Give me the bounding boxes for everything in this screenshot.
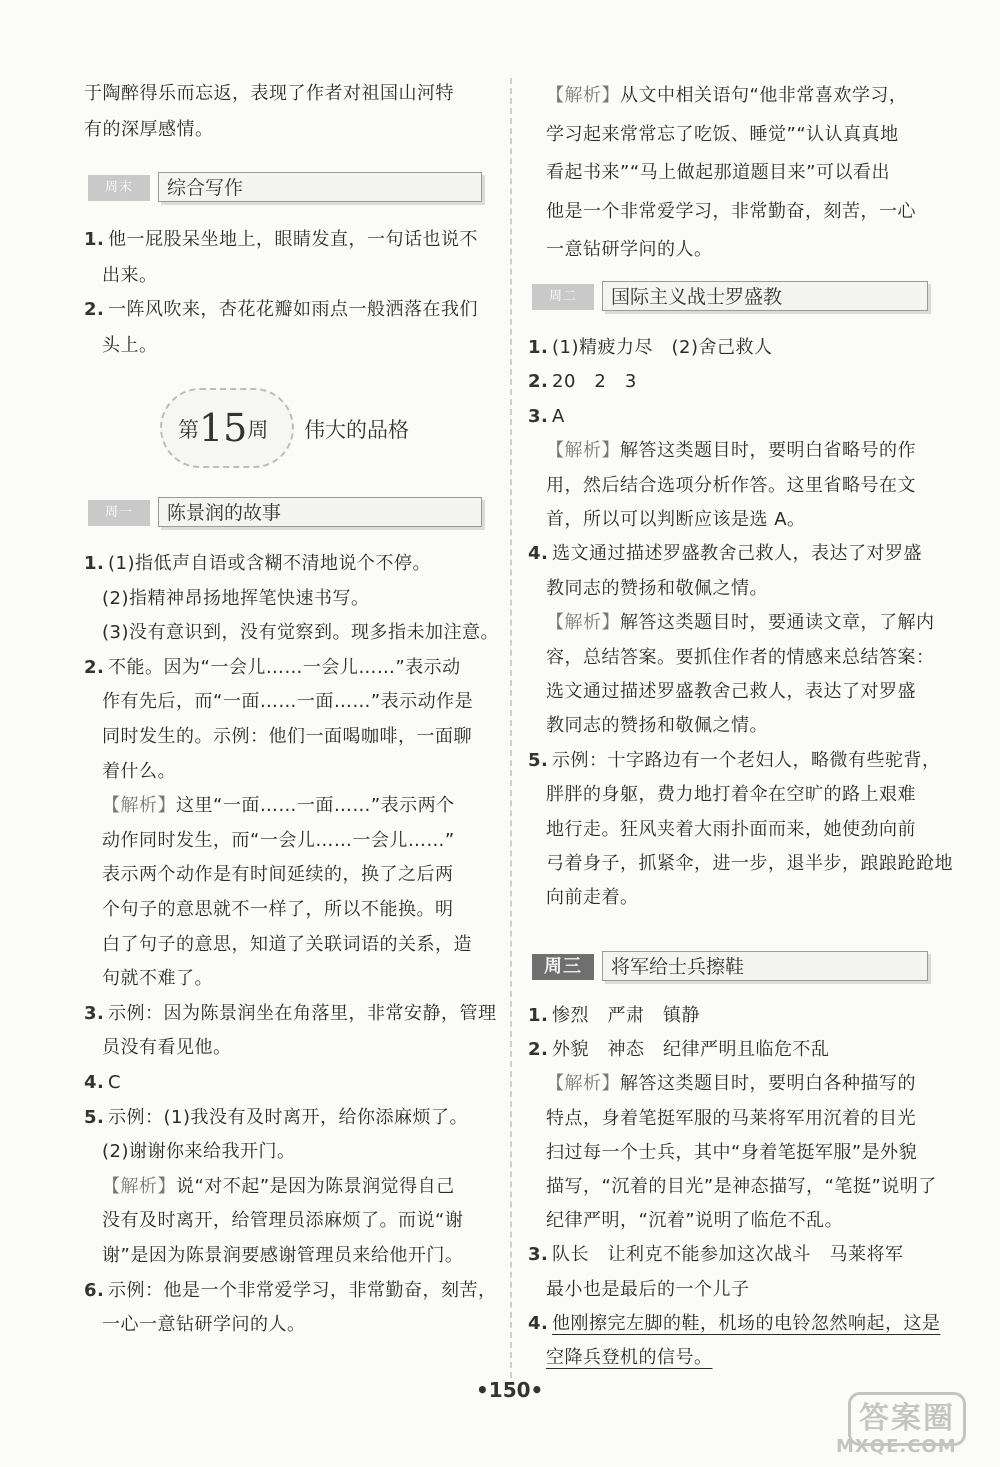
answer-line <box>84 1000 497 1028</box>
answer-text: (2)谢谢你来给我开门。 <box>102 1141 296 1163</box>
answer-text: 不能。因为“一会儿……一会儿……”表示动 <box>108 656 461 678</box>
answer-line <box>546 121 899 149</box>
answer-line <box>546 1139 917 1167</box>
answer-text: 解答这类题目时，要明白省略号的作 <box>620 440 916 462</box>
answer-line <box>102 619 499 647</box>
analysis-tag: 【解析】 <box>102 795 176 817</box>
analysis-tag: 【解析】 <box>546 440 620 462</box>
week-prefix: 第 <box>178 418 199 442</box>
answer-text: 最小也是最后的一个儿子 <box>546 1278 750 1300</box>
section-title: 将军给士兵擦鞋 <box>602 951 928 981</box>
answer-text: 一意钻研学问的人。 <box>546 239 713 260</box>
analysis-tag: 【解析】 <box>546 1073 620 1095</box>
answer-text: 教同志的赞扬和敬佩之情。 <box>546 715 768 737</box>
section-badge: 周二 <box>532 284 594 310</box>
answer-text: 他一屁股呆坐地上，眼睛发直，一句话也说不 <box>108 229 478 250</box>
answer-text: 20 2 3 <box>552 371 637 393</box>
answer-line <box>102 1207 463 1235</box>
answer-text: 句就不难了。 <box>102 968 213 990</box>
answer-number: 3. <box>84 1002 105 1024</box>
answer-text: 示例：(1)我没有及时离开，给你添麻烦了。 <box>108 1106 468 1128</box>
answer-text: 他是一个非常爱学习，非常勤奋，刻苦，一心 <box>546 200 916 222</box>
analysis-tag: 【解析】 <box>102 1175 176 1197</box>
watermark-url: MXQE.COM <box>836 1436 957 1457</box>
answer-text: 从文中相关语句“他非常喜欢学习， <box>620 85 908 106</box>
answer-line <box>102 896 454 924</box>
answer-line <box>546 1344 713 1372</box>
answer-line <box>546 1105 916 1133</box>
analysis-tag: 【解析】 <box>546 85 620 106</box>
answer-line <box>102 1034 232 1062</box>
answer-line <box>546 82 907 110</box>
answer-text: 他刚擦完左脚的鞋，机场的电铃忽然响起，这是 <box>552 1312 941 1334</box>
answer-text: 纪律严明，“沉着”说明了临危不乱。 <box>546 1210 844 1232</box>
section-title: 综合写作 <box>158 172 482 202</box>
answer-line <box>528 368 637 396</box>
answer-line <box>546 816 916 844</box>
answer-line <box>102 1173 455 1201</box>
answer-text: 学习起来常常忘了吃饭、睡觉”“认认真真地 <box>546 123 899 145</box>
answer-line <box>546 678 916 706</box>
answer-number: 2. <box>528 1039 549 1061</box>
answer-text: 选文通过描述罗盛教舍己救人，表达了对罗盛 <box>552 543 922 565</box>
answer-line <box>546 1173 937 1201</box>
answer-text: 特点，身着笔挺军服的马莱将军用沉着的目光 <box>546 1107 916 1129</box>
intro-line: 有的深厚感情。 <box>84 119 214 140</box>
answer-line: 头上。 <box>102 335 158 356</box>
section-header-general <box>528 951 938 985</box>
answer-text: 惨烈 严肃 镇静 <box>552 1005 700 1026</box>
column-divider <box>510 78 512 1378</box>
answer-number: 4. <box>84 1072 105 1093</box>
section-header-luo <box>528 281 938 315</box>
section-title: 陈景润的故事 <box>158 497 482 527</box>
answer-line <box>102 758 176 786</box>
answer-text: 同时发生的。示例：他们一面喝咖啡，一面聊 <box>102 726 472 747</box>
answer-line <box>84 1277 497 1305</box>
answer-text: 个句子的意思就不一样了，所以不能换。明 <box>102 899 454 920</box>
answer-line <box>546 1207 843 1235</box>
answer-line <box>102 688 473 716</box>
answer-text: 描写，“沉着的目光”是神态描写，“笔挺”说明了 <box>546 1176 937 1197</box>
answer-text: 外貌 神态 纪律严明且临危不乱 <box>552 1039 830 1061</box>
answer-line <box>546 884 639 912</box>
answer-text: 示例：因为陈景润坐在角落里，非常安静，管理 <box>108 1002 497 1024</box>
answer-line <box>102 965 213 993</box>
answer-text: 看起书来”“马上做起那道题目来”可以看出 <box>546 162 890 183</box>
answer-line <box>546 506 806 534</box>
answer-line <box>84 296 478 324</box>
answer-text: 着什么。 <box>102 760 176 782</box>
answer-line <box>84 1104 468 1132</box>
answer-text: 作有先后，而“一面……一面……”表示动作是 <box>102 691 474 713</box>
answer-line <box>528 403 565 431</box>
answer-number: 3. <box>528 1244 549 1266</box>
answer-line <box>528 334 773 362</box>
section-badge: 周末 <box>88 175 150 201</box>
answer-text: 队长 让利克不能参加这次战斗 马莱将军 <box>552 1244 904 1266</box>
answer-text: 向前走着。 <box>546 887 639 909</box>
answer-line <box>528 540 922 568</box>
answer-line <box>546 236 713 264</box>
answer-text: 教同志的赞扬和敬佩之情。 <box>546 577 768 599</box>
answer-text: (1)精疲力尽 (2)舍己救人 <box>552 337 773 358</box>
answer-text: 弓着身子，抓紧伞，进一步，退半步，踉踉跄跄地 <box>546 853 953 874</box>
answer-line <box>528 1036 830 1064</box>
answer-text: 选文通过描述罗盛教舍己救人，表达了对罗盛 <box>546 681 916 702</box>
week-number: 15 <box>199 406 248 450</box>
answer-text: A <box>552 405 565 427</box>
answer-line <box>528 1241 904 1269</box>
answer-text: 扫过每一个士兵，其中“身着笔挺军服”是外貌 <box>546 1141 918 1163</box>
answer-line <box>546 575 768 603</box>
answer-number: 5. <box>528 749 549 771</box>
answer-line <box>102 723 472 751</box>
intro-line: 于陶醉得乐而忘返，表现了作者对祖国山河特 <box>84 83 454 104</box>
answer-line <box>546 609 935 637</box>
answer-text: 空降兵登机的信号。 <box>546 1347 713 1368</box>
answer-text: 首，所以可以判断应该是选 A。 <box>546 509 806 530</box>
answer-text: 这里“一面……一面……”表示两个 <box>176 795 455 817</box>
answer-text: 容，总结答案。要抓住作者的情感来总结答案： <box>546 646 935 668</box>
answer-number: 2. <box>84 299 105 320</box>
answer-line <box>546 472 916 500</box>
answer-line <box>546 198 916 226</box>
watermark-logo: 答案圈 <box>848 1392 966 1446</box>
answer-line <box>102 827 455 855</box>
answer-text: 一阵风吹来，杏花花瓣如雨点一般洒落在我们 <box>108 299 478 320</box>
week-label <box>178 406 268 450</box>
answer-line <box>102 792 455 820</box>
section-header-chen <box>84 497 484 531</box>
answer-number: 6. <box>84 1279 105 1301</box>
answer-text: 用，然后结合选项分析作答。这里省略号在文 <box>546 474 916 496</box>
answer-text: 说“对不起”是因为陈景润觉得自己 <box>176 1175 455 1197</box>
answer-line <box>546 437 916 465</box>
analysis-tag: 【解析】 <box>546 612 620 634</box>
section-header-writing <box>84 172 484 206</box>
answer-text: (2)指精神昂扬地挥笔快速书写。 <box>102 587 370 609</box>
answer-text: 白了句子的意思，知道了关联词语的关系，造 <box>102 933 472 955</box>
answer-text: 解答这类题目时，要明白各种描写的 <box>620 1073 916 1095</box>
section-title: 国际主义战士罗盛教 <box>602 281 928 311</box>
answer-text: 动作同时发生，而“一会儿……一会儿……” <box>102 829 455 851</box>
answer-line <box>102 1311 306 1339</box>
answer-line <box>546 712 768 740</box>
answer-text: 胖胖的身躯，费力地打着伞在空旷的路上艰难 <box>546 784 916 806</box>
section-badge: 周三 <box>532 954 594 980</box>
answer-number: 2. <box>528 371 549 393</box>
week-title: 伟大的品格 <box>304 418 409 442</box>
page-number: •150• <box>476 1378 544 1402</box>
answer-number: 5. <box>84 1106 105 1128</box>
answer-line <box>528 1002 700 1030</box>
answer-line <box>546 850 953 878</box>
answer-line <box>102 931 472 959</box>
answer-number: 2. <box>84 656 105 678</box>
answer-text: C <box>108 1072 122 1093</box>
answer-number: 4. <box>528 543 549 565</box>
answer-line <box>102 1138 296 1166</box>
answer-number: 1. <box>84 229 105 250</box>
answer-line <box>84 550 431 578</box>
answer-line <box>546 781 916 809</box>
answer-line <box>546 1276 750 1304</box>
answer-line: 出来。 <box>102 265 158 286</box>
answer-line <box>546 644 935 672</box>
answer-text: 解答这类题目时，要通读文章，了解内 <box>620 612 935 634</box>
answer-text: 示例：他是一个非常爱学习，非常勤奋，刻苦， <box>108 1279 497 1301</box>
answer-text: (3)没有意识到，没有觉察到。现多指未加注意。 <box>102 622 499 644</box>
answer-text: 地行走。狂风夹着大雨扑面而来，她使劲向前 <box>546 818 916 840</box>
answer-text: 示例：十字路边有一个老妇人，略微有些驼背， <box>552 749 941 771</box>
answer-text: (1)指低声自语或含糊不清地说个不停。 <box>108 553 431 574</box>
answer-number: 4. <box>528 1312 549 1334</box>
answer-number: 3. <box>528 405 549 427</box>
answer-line <box>102 585 370 613</box>
answer-line <box>84 654 461 682</box>
answer-text: 一心一意钻研学问的人。 <box>102 1314 306 1336</box>
answer-line <box>84 226 478 254</box>
answer-line <box>528 1310 941 1338</box>
answer-number: 1. <box>84 553 105 574</box>
answer-line <box>102 1242 463 1270</box>
section-badge: 周一 <box>88 500 150 526</box>
week-suffix: 周 <box>247 418 269 442</box>
answer-line <box>528 747 941 775</box>
answer-number: 1. <box>528 1005 549 1026</box>
answer-line <box>84 1069 121 1097</box>
answer-text: 表示两个动作是有时间延续的，换了之后两 <box>102 864 454 886</box>
answer-number: 1. <box>528 337 549 358</box>
answer-text: 没有及时离开，给管理员添麻烦了。而说“谢 <box>102 1210 464 1232</box>
answer-text: 员没有看见他。 <box>102 1037 232 1059</box>
answer-line <box>546 1070 916 1098</box>
answer-line <box>546 159 890 187</box>
answer-text: 谢”是因为陈景润要感谢管理员来给他开门。 <box>102 1245 464 1266</box>
answer-line <box>102 861 454 889</box>
